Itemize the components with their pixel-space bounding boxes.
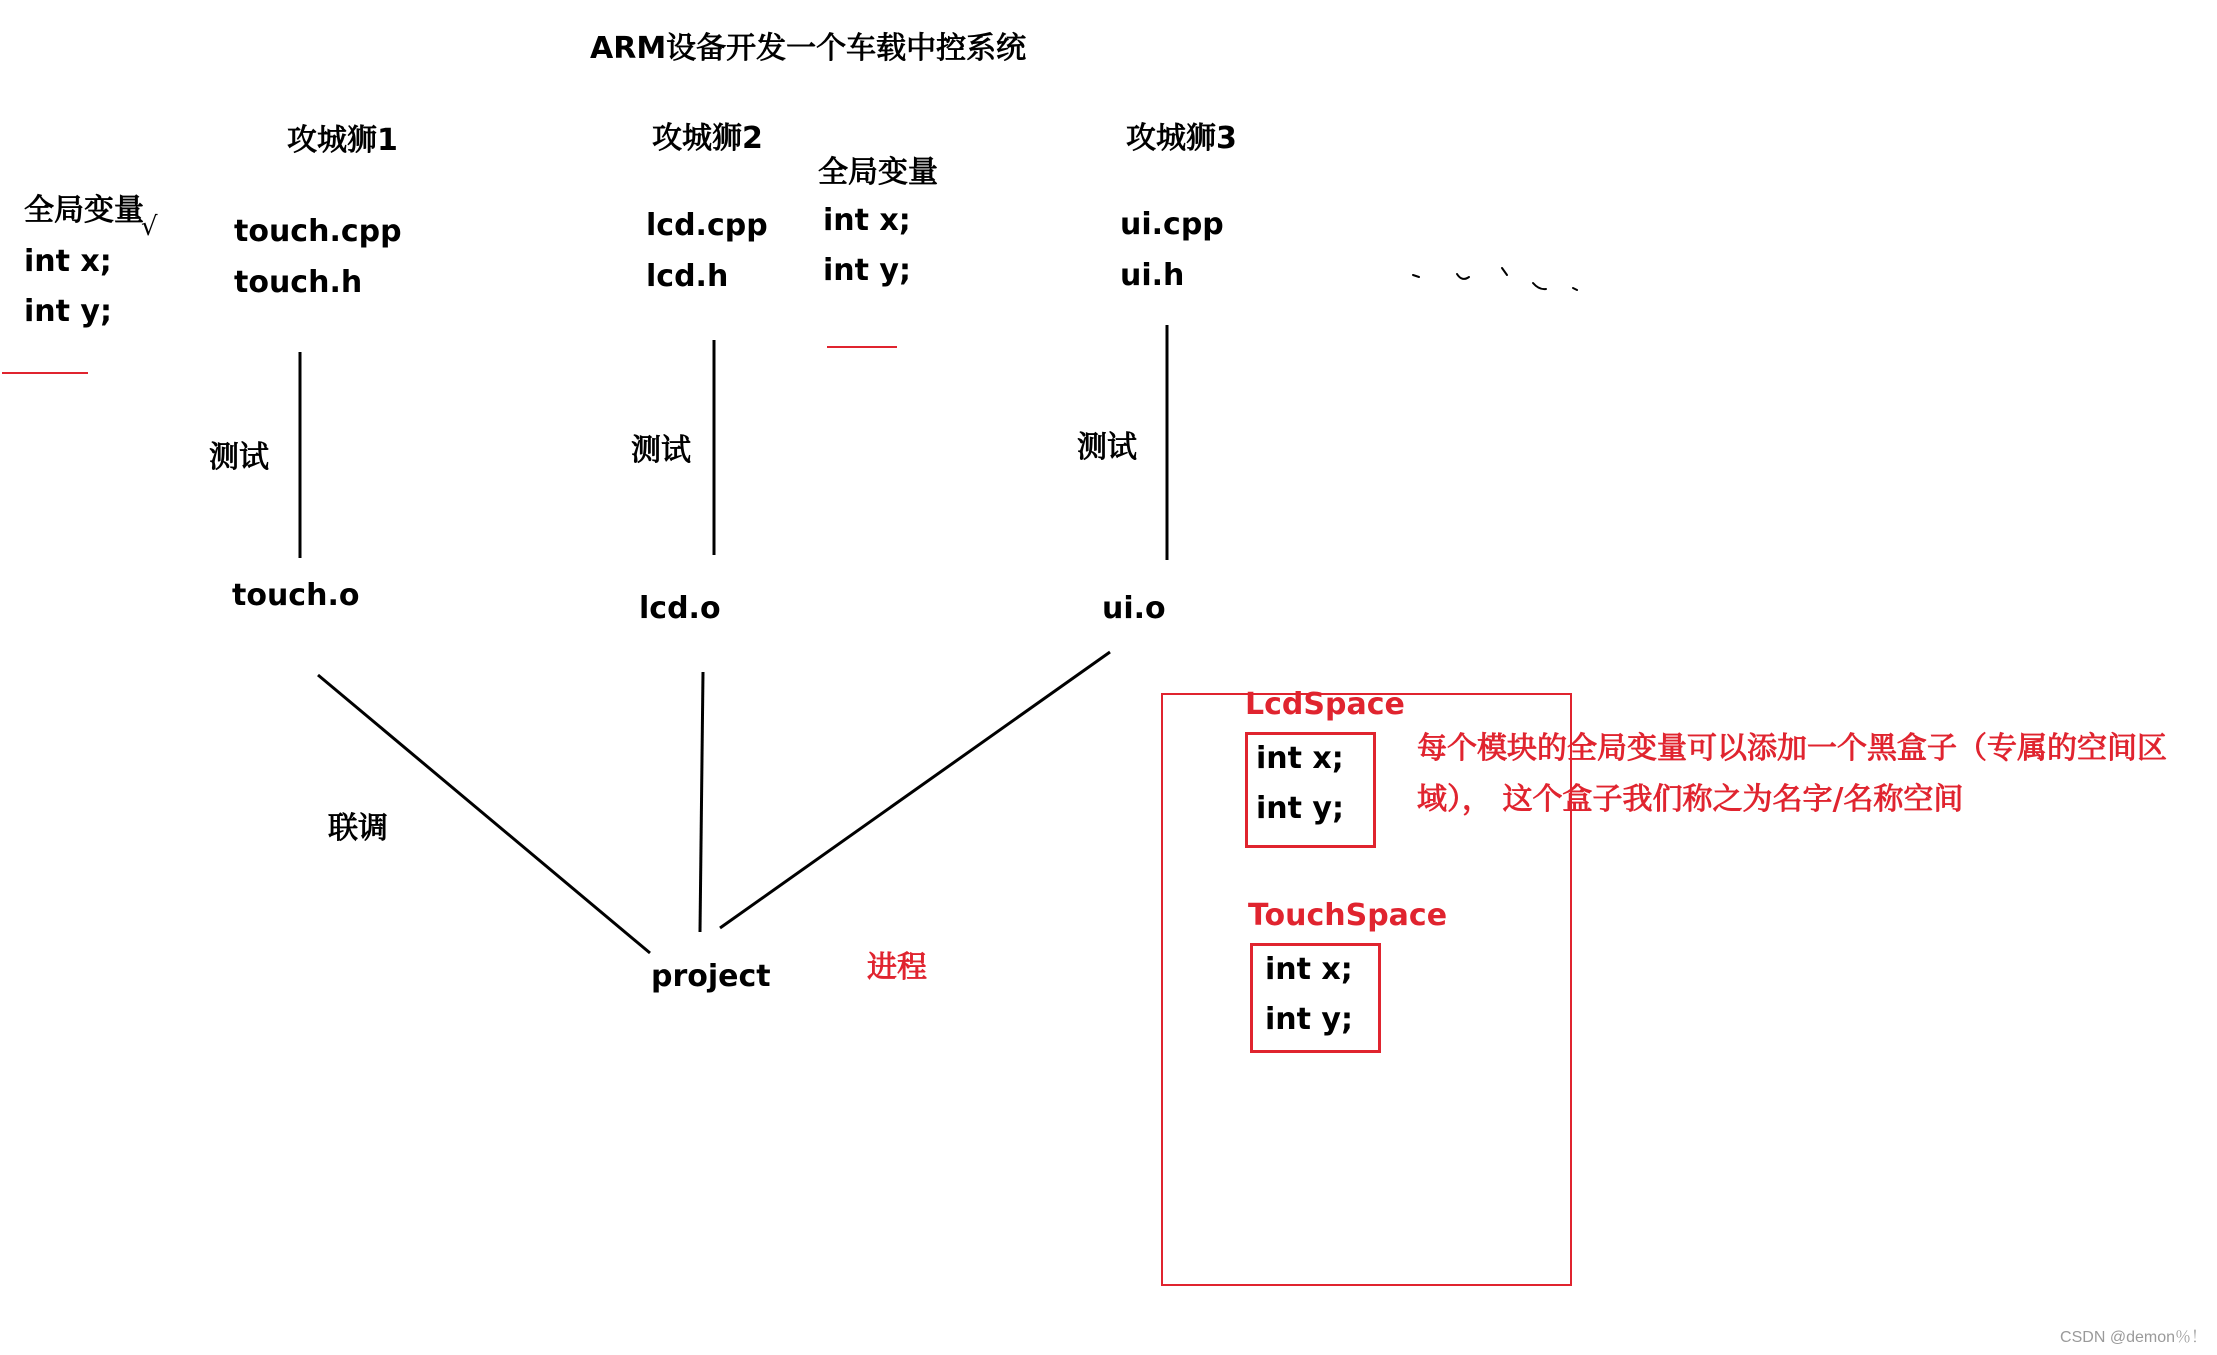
module-2-object: lcd.o: [639, 591, 721, 626]
module-1-object: touch.o: [232, 578, 360, 613]
explanation-line-1: 每个模块的全局变量可以添加一个黑盒子（专属的空间区: [1417, 731, 2167, 766]
module-1-step: 测试: [209, 440, 269, 475]
link-line-lcd: [700, 672, 703, 932]
namespace-lcd-line-1: int x;: [1256, 741, 1344, 776]
global-left-line-2: int y;: [24, 294, 112, 329]
global-mid-line-2: int y;: [823, 253, 911, 288]
project-node: project: [651, 959, 771, 994]
module-3-file-1: ui.cpp: [1120, 207, 1224, 242]
namespace-touch-line-2: int y;: [1265, 1002, 1353, 1037]
module-3-file-2: ui.h: [1120, 258, 1185, 293]
namespace-touch-line-1: int x;: [1265, 952, 1353, 987]
global-left-line-1: int x;: [24, 244, 112, 279]
module-2-file-2: lcd.h: [646, 259, 729, 294]
module-1-file-2: touch.h: [234, 265, 363, 300]
module-3-owner: 攻城狮3: [1126, 121, 1237, 156]
diagram-title: ARM设备开发一个车载中控系统: [590, 31, 1027, 66]
process-label: 进程: [867, 950, 927, 985]
module-2-owner: 攻城狮2: [652, 121, 763, 156]
link-label: 联调: [328, 811, 388, 846]
module-3-step: 测试: [1077, 430, 1137, 465]
namespace-lcd-title: LcdSpace: [1245, 687, 1405, 722]
global-mid-heading: 全局变量: [818, 155, 938, 190]
check-mark: √: [141, 212, 158, 242]
module-1-file-1: touch.cpp: [234, 214, 402, 249]
global-left-heading: 全局变量: [24, 193, 144, 228]
explanation-line-2: 域）， 这个盒子我们称之为名字/名称空间: [1417, 782, 1964, 817]
module-2-step: 测试: [631, 433, 691, 468]
module-2-file-1: lcd.cpp: [646, 208, 768, 243]
namespace-lcd-line-2: int y;: [1256, 791, 1344, 826]
namespace-touch-title: TouchSpace: [1248, 898, 1448, 933]
module-1-owner: 攻城狮1: [287, 123, 398, 158]
stray-pen-marks: [1413, 268, 1577, 290]
global-mid-line-1: int x;: [823, 203, 911, 238]
csdn-watermark: CSDN @demon％！: [2060, 1329, 2207, 1346]
link-line-ui: [720, 652, 1110, 928]
module-3-object: ui.o: [1102, 591, 1166, 626]
